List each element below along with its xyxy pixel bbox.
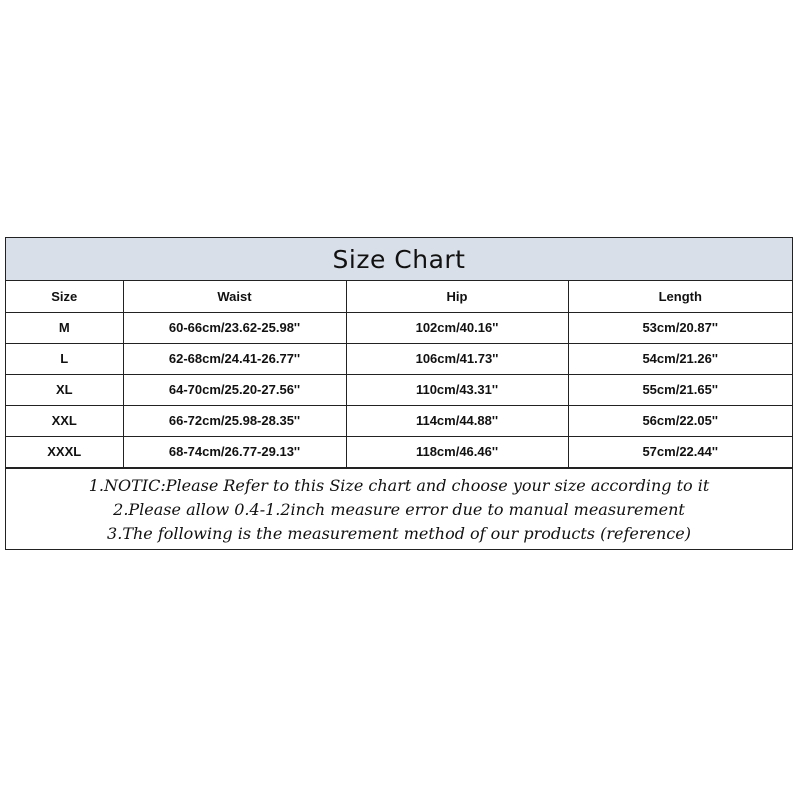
size-table [6, 281, 792, 468]
hip-cell: 118cm/46.46'' [346, 436, 568, 467]
size-cell: XXL [6, 405, 123, 436]
waist-cell: 64-70cm/25.20-27.56'' [123, 374, 346, 405]
size-cell: XL [6, 374, 123, 405]
waist-cell: 62-68cm/24.41-26.77'' [123, 343, 346, 374]
table-row [6, 374, 792, 405]
size-cell: XXXL [6, 436, 123, 467]
header-waist: Waist [123, 281, 346, 312]
waist-cell: 68-74cm/26.77-29.13'' [123, 436, 346, 467]
hip-cell: 110cm/43.31'' [346, 374, 568, 405]
length-cell: 57cm/22.44'' [568, 436, 792, 467]
hip-cell: 102cm/40.16'' [346, 312, 568, 343]
note-line-1: 1.NOTIC:Please Refer to this Size chart and choose your size according to it [88, 475, 710, 495]
note-line-3: 3.The following is the measurement method of our products (reference) [107, 523, 691, 543]
waist-cell: 66-72cm/25.98-28.35'' [123, 405, 346, 436]
table-row [6, 312, 792, 343]
table-header-row [6, 281, 792, 312]
size-chart [5, 237, 793, 550]
table-row [6, 405, 792, 436]
header-hip: Hip [346, 281, 568, 312]
table-row [6, 343, 792, 374]
header-length: Length [568, 281, 792, 312]
hip-cell: 106cm/41.73'' [346, 343, 568, 374]
length-cell: 56cm/22.05'' [568, 405, 792, 436]
header-size: Size [6, 281, 123, 312]
size-cell: L [6, 343, 123, 374]
table-row [6, 436, 792, 467]
hip-cell: 114cm/44.88'' [346, 405, 568, 436]
length-cell: 53cm/20.87'' [568, 312, 792, 343]
note-line-2: 2.Please allow 0.4-1.2inch measure error due to manual measurement [113, 499, 685, 519]
chart-title: Size Chart [6, 238, 792, 281]
length-cell: 54cm/21.26'' [568, 343, 792, 374]
notes [6, 468, 792, 546]
length-cell: 55cm/21.65'' [568, 374, 792, 405]
size-cell: M [6, 312, 123, 343]
waist-cell: 60-66cm/23.62-25.98'' [123, 312, 346, 343]
